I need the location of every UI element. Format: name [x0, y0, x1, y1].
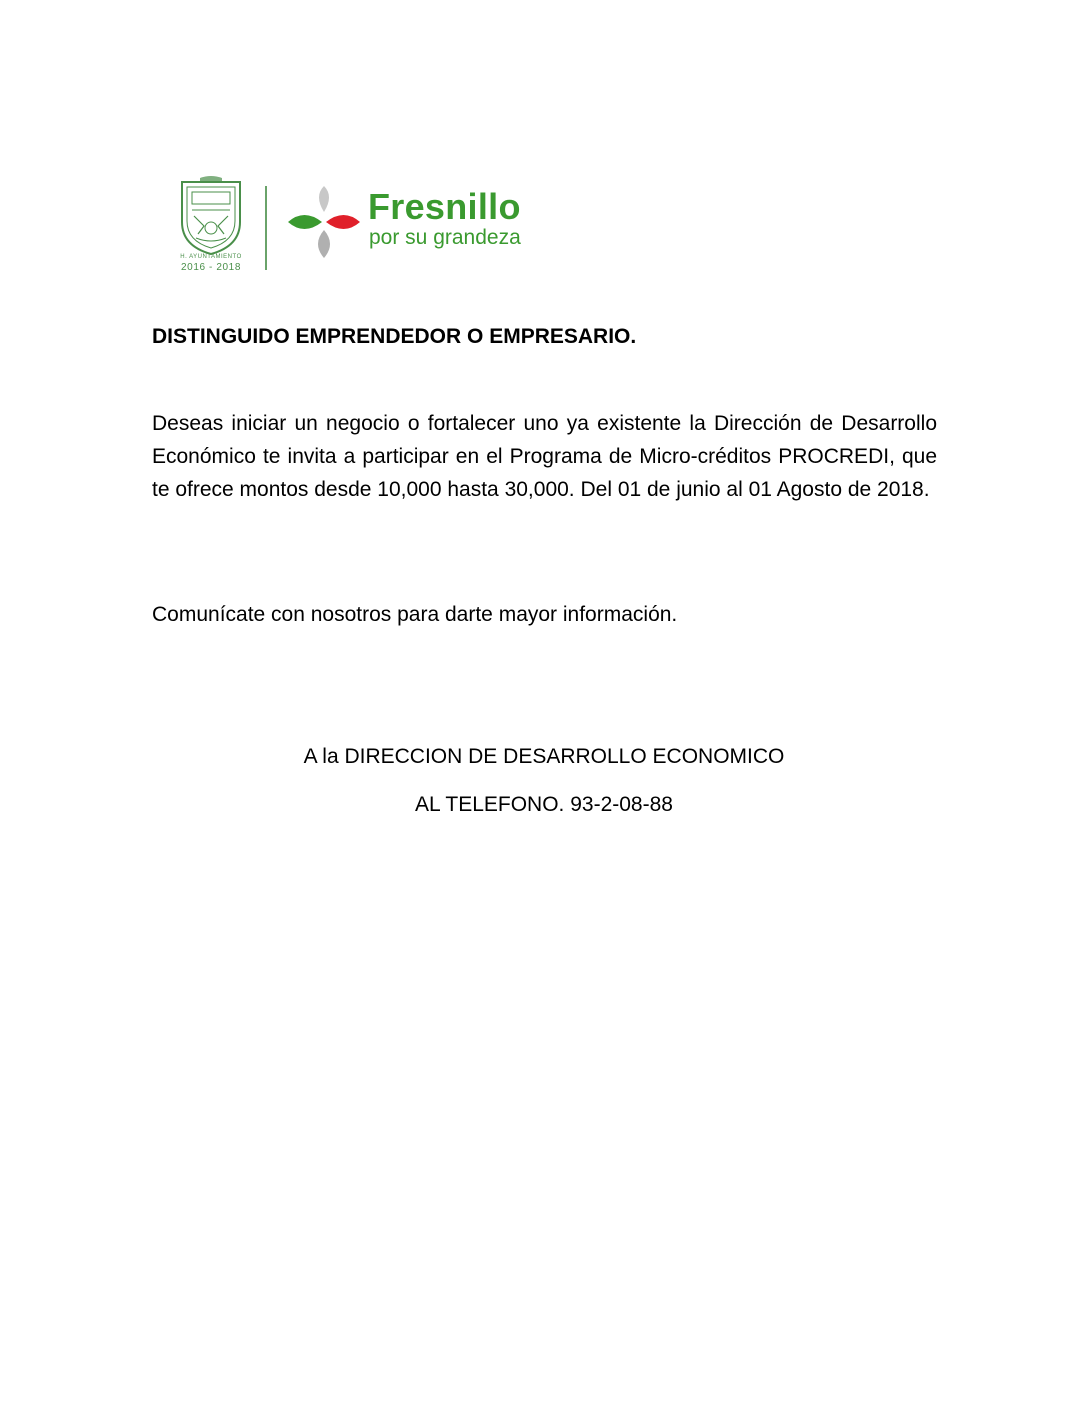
brand-name: Fresnillo: [368, 186, 521, 227]
logo-divider: [265, 186, 267, 270]
municipal-seal-icon: [176, 176, 246, 276]
letter-paragraph: Deseas iniciar un negocio o fortalecer uno ya existente la Dirección de Desarrollo Económico te invita a participar en el Programa de Micro-créditos PROCREDI, que te ofrece montos desde 10,000 hasta 30,000. Del 01 de junio al 01 Agosto de 2018.: [152, 412, 937, 501]
seal-caption-years: 2016 - 2018: [181, 262, 241, 273]
letter-contact-line: Comunícate con nosotros para darte mayor información.: [152, 603, 678, 626]
letterhead: [172, 174, 552, 278]
letter-heading-suffix: .: [630, 325, 637, 348]
closing-department: A la DIRECCION DE DESARROLLO ECONOMICO: [303, 745, 785, 768]
seal-caption-title: H. AYUNTAMIENTO: [180, 254, 242, 260]
brand-tagline: por su grandeza: [369, 226, 521, 249]
fresnillo-flower-logo-icon: [284, 182, 364, 262]
letter-heading: [152, 320, 937, 353]
letter-heading-text: DISTINGUIDO EMPRENDEDOR O EMPRESARIO: [152, 325, 631, 348]
closing-phone: AL TELEFONO. 93-2-08-88: [415, 793, 673, 816]
